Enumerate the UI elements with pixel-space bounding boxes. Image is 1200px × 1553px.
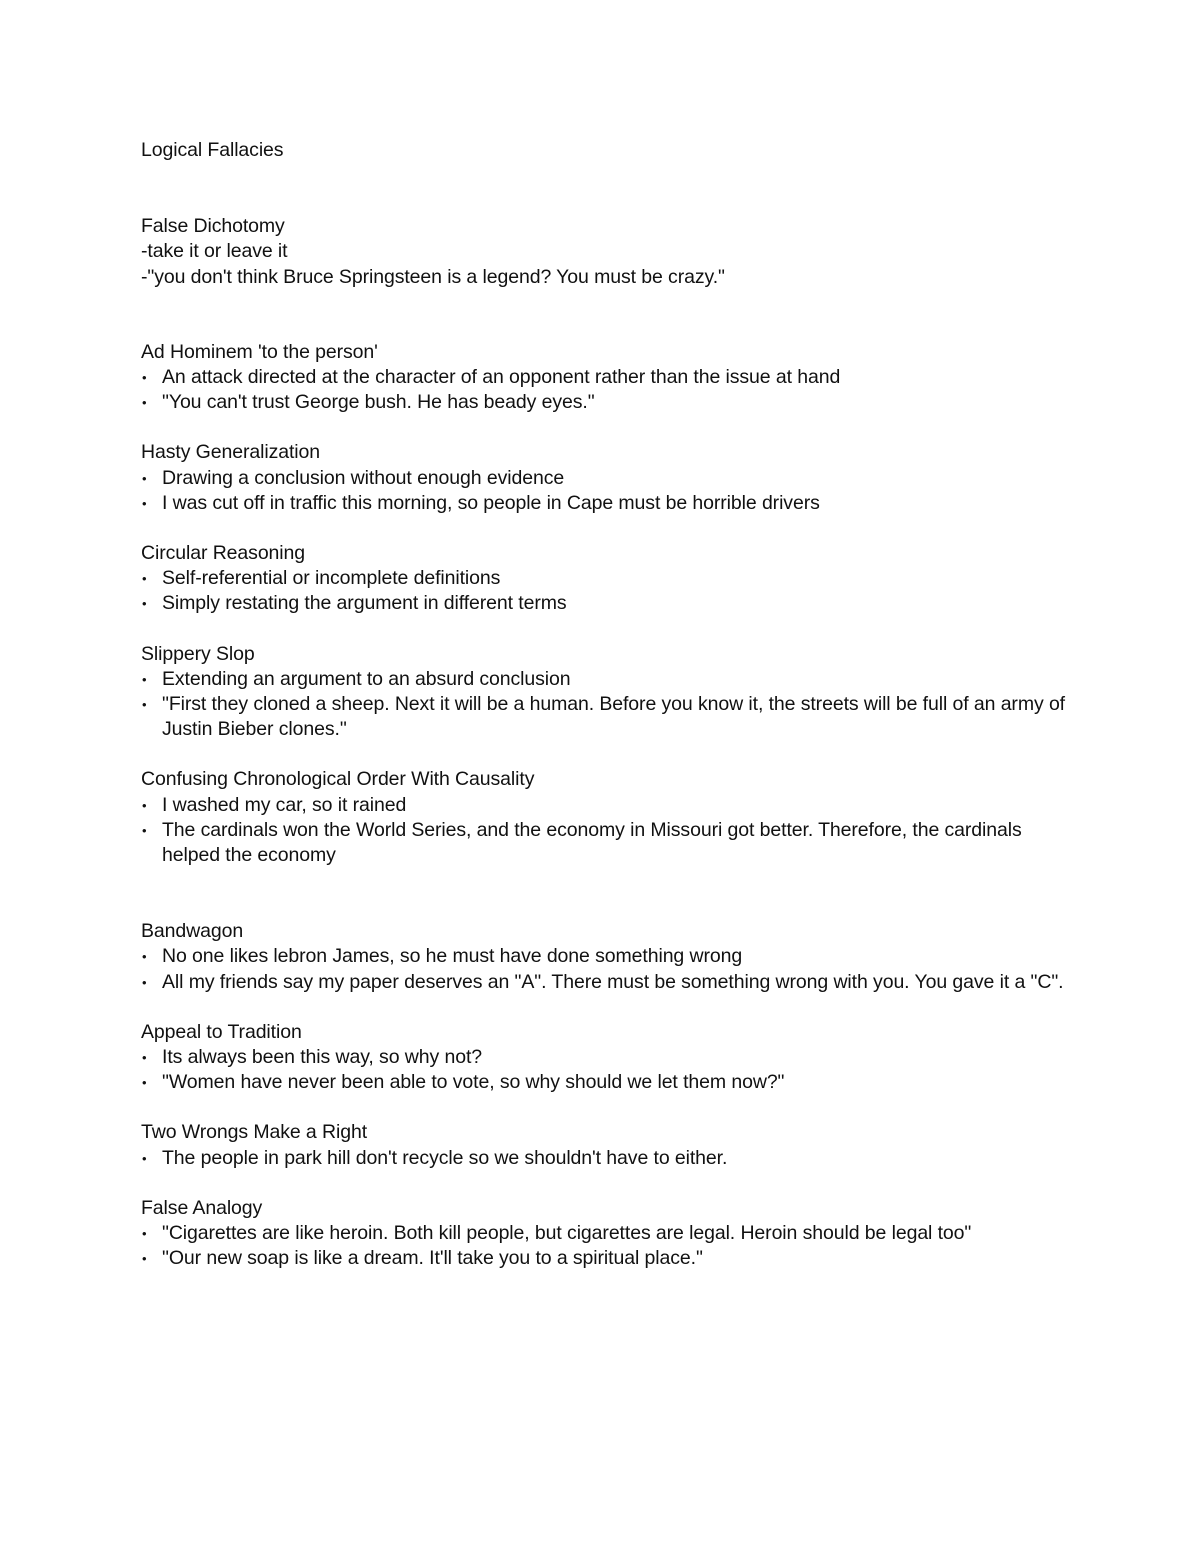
section-appeal-to-tradition [141,1020,1081,1096]
bullet-list [141,466,1081,516]
section-heading: False Dichotomy [141,215,285,238]
bullet-list [141,944,1081,994]
section-heading: Ad Hominem 'to the person' [141,340,378,363]
bullet-item: • "Our new soap is like a dream. It'll take you to a spiritual place." [141,1246,1081,1271]
section-two-wrongs [141,1120,1081,1170]
bullet-item: • I was cut off in traffic this morning, so people in Cape must be horrible drivers [141,491,1081,516]
section-heading: Two Wrongs Make a Right [141,1121,368,1144]
section-false-analogy [141,1196,1081,1272]
bullet-item: • Extending an argument to an absurd conclusion [141,667,1081,692]
section-heading: Bandwagon [141,920,244,943]
section-heading: Confusing Chronological Order With Causality [141,768,535,791]
section-heading: Hasty Generalization [141,441,321,464]
bullet-item: • "First they cloned a sheep. Next it will be a human. Before you know it, the streets will be full of an army of Justin Bieber clones." [141,692,1081,742]
section-false-dichotomy [141,214,1081,290]
bullet-item: • "You can't trust George bush. He has beady eyes." [141,390,1081,415]
section-circular-reasoning [141,541,1081,617]
bullet-item: • I washed my car, so it rained [141,793,1081,818]
section-ad-hominem [141,340,1081,416]
document-page [141,138,1081,1272]
bullet-item: • Drawing a conclusion without enough evidence [141,466,1081,491]
bullet-item: • The cardinals won the World Series, and the economy in Missouri got better. Therefore, the cardinals helped the economy [141,818,1081,868]
bullet-item: • Its always been this way, so why not? [141,1045,1081,1070]
document-title: Logical Fallacies [141,139,284,161]
bullet-list [141,365,1081,415]
section-heading: Slippery Slop [141,642,255,665]
section-bandwagon [141,919,1081,995]
bullet-item: • "Cigarettes are like heroin. Both kill people, but cigarettes are legal. Heroin should be legal too" [141,1221,1081,1246]
bullet-list [141,667,1081,743]
section-heading: False Analogy [141,1196,263,1219]
dash-line: -take it or leave it [141,240,288,263]
section-chronological-causality [141,767,1081,868]
bullet-list [141,1146,1081,1171]
bullet-item: • No one likes lebron James, so he must have done something wrong [141,944,1081,969]
section-heading: Appeal to Tradition [141,1020,302,1043]
dash-line: -"you don't think Bruce Springsteen is a legend? You must be crazy." [141,265,725,288]
bullet-item: • An attack directed at the character of an opponent rather than the issue at hand [141,365,1081,390]
section-heading: Circular Reasoning [141,542,306,565]
section-hasty-generalization [141,440,1081,516]
bullet-list [141,1045,1081,1095]
section-slippery-slop [141,642,1081,743]
bullet-item: • Self-referential or incomplete definitions [141,566,1081,591]
bullet-list [141,793,1081,869]
bullet-item: • Simply restating the argument in different terms [141,591,1081,616]
bullet-item: • The people in park hill don't recycle so we shouldn't have to either. [141,1146,1081,1171]
bullet-list [141,1221,1081,1271]
bullet-list [141,566,1081,616]
bullet-item: • All my friends say my paper deserves an "A". There must be something wrong with you. You gave it a "C". [141,970,1081,995]
bullet-item: • "Women have never been able to vote, so why should we let them now?" [141,1070,1081,1095]
